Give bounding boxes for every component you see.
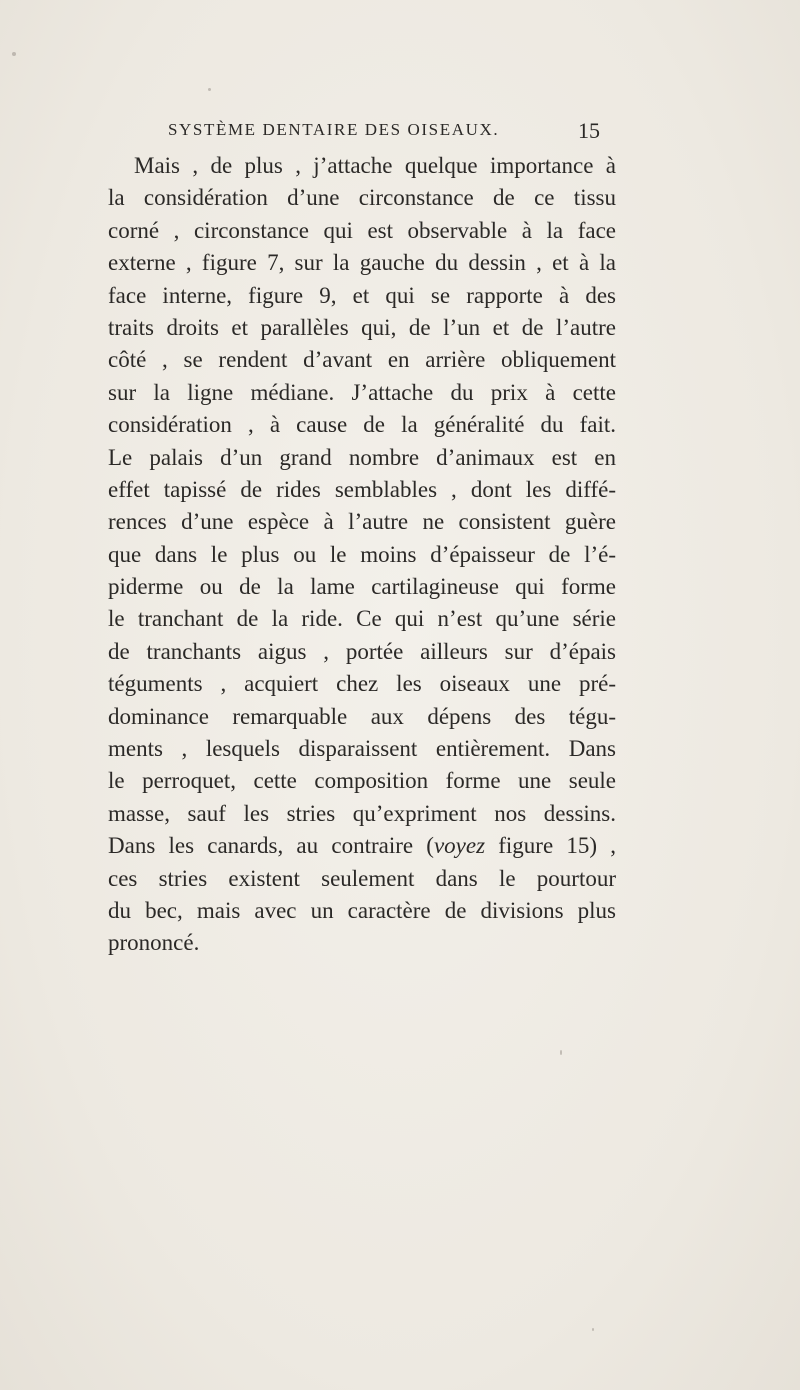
text-line: côté , se rendent d’avant en arrière obliquement: [108, 347, 616, 373]
text-line: dominance remarquable aux dépens des tégu-: [108, 703, 616, 729]
text-line: que dans le plus ou le moins d’épaisseur de l’é-: [108, 541, 616, 567]
paragraph: [108, 150, 616, 960]
text-line: de tranchants aigus , portée ailleurs sur d’épais: [108, 638, 616, 664]
paper-speck: [592, 1328, 594, 1331]
text-line: ments , lesquels disparaissent entièrement. Dans: [108, 736, 616, 762]
text-line: Le palais d’un grand nombre d’animaux est en: [108, 444, 616, 470]
text-line: corné , circonstance qui est observable à la face: [108, 217, 616, 243]
text-line: externe , figure 7, sur la gauche du dessin , et à la: [108, 250, 616, 276]
text-line: piderme ou de la lame cartilagineuse qui forme: [108, 574, 616, 600]
running-head: [168, 118, 600, 148]
text-line: face interne, figure 9, et qui se rapporte à des: [108, 282, 616, 308]
text-line: téguments , acquiert chez les oiseaux une pré-: [108, 671, 616, 697]
text-line: effet tapissé de rides semblables , dont les diffé-: [108, 476, 616, 502]
paper-speck: [208, 88, 211, 91]
paper-speck: [560, 1050, 562, 1055]
text-line: considération , à cause de la généralité du fait.: [108, 412, 616, 438]
text-line: ces stries existent seulement dans le pourtour: [108, 865, 616, 891]
page-number: 15: [578, 118, 600, 143]
text-line: la considération d’une circonstance de ce tissu: [108, 185, 616, 211]
text-line: prononcé.: [108, 930, 200, 956]
text-line: Mais , de plus , j’attache quelque importance à: [134, 153, 616, 178]
text-line: le tranchant de la ride. Ce qui n’est qu’une série: [108, 606, 616, 632]
text-line: le perroquet, cette composition forme une seule: [108, 768, 616, 794]
text-line: rences d’une espèce à l’autre ne consistent guère: [108, 509, 616, 535]
text-line: traits droits et parallèles qui, de l’un et de l’autre: [108, 314, 616, 340]
paper-speck: [12, 52, 16, 56]
text-line: masse, sauf les stries qu’expriment nos dessins.: [108, 800, 616, 826]
text-line: du bec, mais avec un caractère de divisions plus: [108, 897, 616, 923]
running-title: SYSTÈME DENTAIRE DES OISEAUX.: [168, 120, 500, 139]
text-line: Dans les canards, au contraire (voyez figure 15) ,: [108, 833, 616, 859]
text-line: sur la ligne médiane. J’attache du prix à cette: [108, 379, 616, 405]
